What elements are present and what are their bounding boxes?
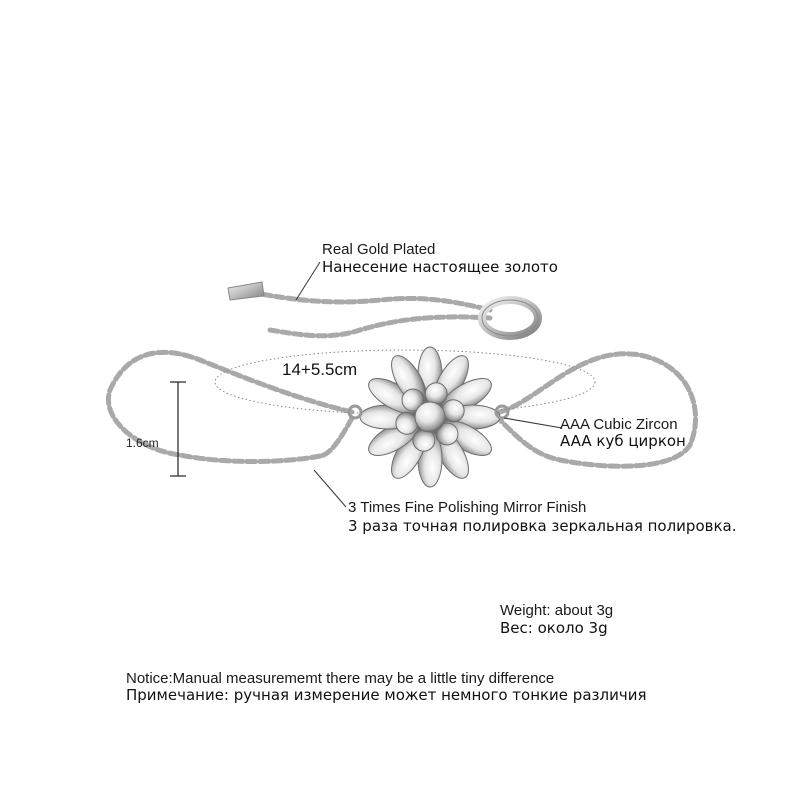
finish-label: 3 Times Fine Polishing Mirror Finish bbox=[348, 499, 587, 516]
chain-left-lower bbox=[320, 418, 352, 456]
weight-label-ru: Вес: около 3g bbox=[500, 619, 608, 637]
height-label: 1.6cm bbox=[126, 436, 159, 450]
drop-end bbox=[228, 282, 264, 300]
notice-label: Notice:Manual measurememt there may be a little tiny difference bbox=[126, 670, 555, 687]
finish-label-ru: 3 раза точная полировка зеркальная полировка. bbox=[348, 517, 737, 535]
stone-label: AAA Cubic Zircon bbox=[560, 416, 678, 433]
weight-label: Weight: about 3g bbox=[500, 602, 614, 619]
chain-top bbox=[240, 290, 490, 310]
chain-extender bbox=[270, 317, 490, 336]
height-dimension bbox=[170, 382, 186, 476]
plating-label: Real Gold Plated bbox=[322, 241, 436, 258]
length-label: 14+5.5cm bbox=[282, 360, 358, 379]
stone-label-ru: AAA куб циркон bbox=[560, 432, 686, 450]
notice-label-ru: Примечание: ручная измерение может немного тонкие различия bbox=[126, 686, 647, 704]
flower-pendant bbox=[349, 347, 508, 487]
plating-label-ru: Нанесение настоящее золото bbox=[322, 258, 558, 276]
